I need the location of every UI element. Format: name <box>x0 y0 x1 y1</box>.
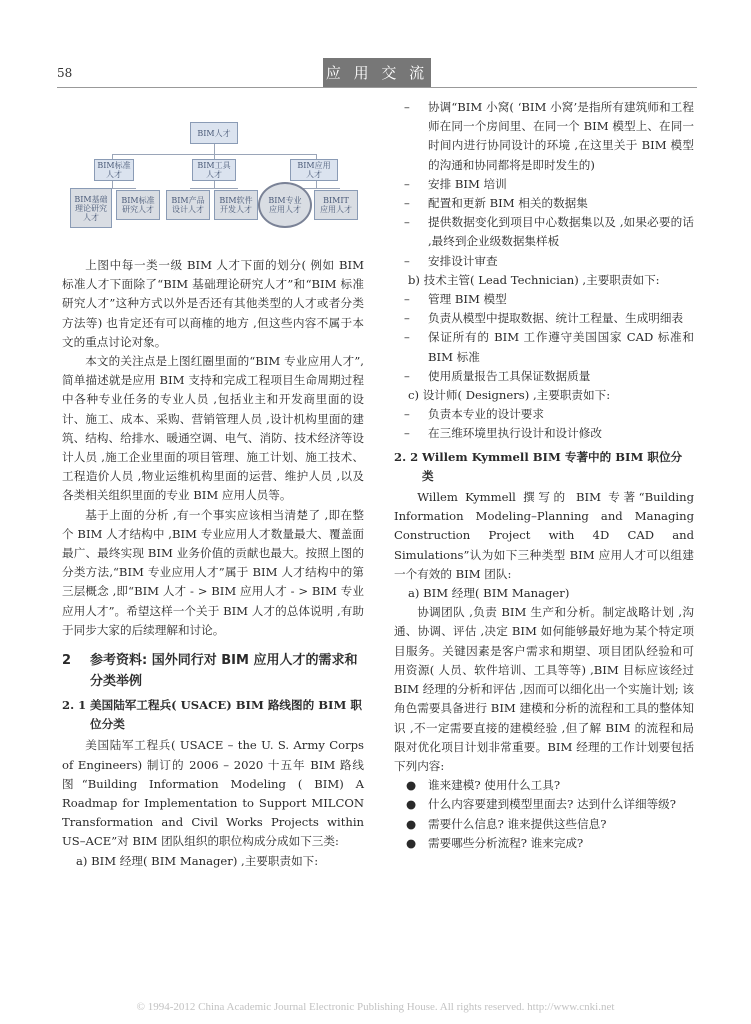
heading-text: 美国陆军工程兵( USACE) BIM 路线图的 BIM 职位分类 <box>90 698 362 732</box>
list-item: – 提供数据变化到项目中心数据集以及 ,如果必要的话 ,最终到企业级数据集样板 <box>404 215 694 249</box>
org-node-application: BIM应用 人才 <box>290 159 338 181</box>
bim-talent-org-chart <box>68 108 358 238</box>
org-node-standard-research: BIM标准 研究人才 <box>116 190 160 220</box>
list-item: – 安排 BIM 培训 <box>404 176 507 191</box>
org-node-tool: BIM工具 人才 <box>192 159 236 181</box>
section-heading-2-2 <box>394 448 694 486</box>
list-item: – 负责从模型中提取数据、统计工程量、生成明细表 <box>404 311 684 326</box>
list-item: – 保证所有的 BIM 工作遵守美国国家 CAD 标准和 BIM 标准 <box>404 330 694 364</box>
connector <box>214 180 215 188</box>
paragraph: Willem Kymmell 撰写的 BIM 专著“Building Information Modeling–Planning and Managing Construction Project with 4D CAD and Simulations”认为如下三种类型 BIM 应用人才可以组建一个有效的 BIM 团队: <box>394 490 694 581</box>
bullet-item: ● 需要什么信息? 谁来提供这些信息? <box>406 816 607 831</box>
paragraph: 基于上面的分析 ,有一个事实应该相当清楚了 ,即在整个 BIM 人才结构中 ,BIM 专业应用人才数量最大、覆盖面最广、最终实现 BIM 业务价值的贡献也最大。按照上图的分类方法,“BIM 专业应用人才”属于 BIM 人才结构中的第三层概念 ,即“BIM 人才 - > BIM 应用人才 - > BIM 专业应用人才”。希望这样一个关于 BIM 人才的总体说明 ,有助于同步大家的后续理解和讨论。 <box>62 507 364 637</box>
org-node-it-application: BIMIT 应用人才 <box>314 190 358 220</box>
org-node-root: BIM人才 <box>190 122 238 144</box>
page-number: 58 <box>57 66 73 80</box>
bullet-item: ● 需要哪些分析流程? 谁来完成? <box>406 835 584 850</box>
org-node-standard: BIM标准 人才 <box>94 159 134 181</box>
list-item: – 负责本专业的设计要求 <box>404 407 544 422</box>
header-rule <box>57 87 697 88</box>
org-node-theory: BIM基础 理论研究 人才 <box>70 188 112 228</box>
list-item: – 管理 BIM 模型 <box>404 292 507 307</box>
left-column <box>62 256 364 871</box>
list-item: – 安排设计审查 <box>404 253 498 268</box>
role-title: b) 技术主管( Lead Technician) ,主要职责如下: <box>408 272 660 287</box>
heading-number: 2 <box>62 653 72 669</box>
list-item: – 使用质量报告工具保证数据质量 <box>404 368 591 383</box>
section-heading-2 <box>62 650 364 692</box>
org-node-product-design: BIM产品 设计人才 <box>166 190 210 220</box>
connector <box>112 180 113 188</box>
heading-number: 2. 1 <box>62 698 87 713</box>
org-node-professional-application: BIM专业 应用人才 <box>258 182 312 228</box>
section-header: 应 用 交 流 <box>323 58 431 88</box>
bullet-item: ● 谁来建模? 使用什么工具? <box>406 778 561 793</box>
paragraph: 美国陆军工程兵( USACE – the U. S. Army Corps of Engineers) 制订的 2006 – 2020 十五年 BIM 路线图“Building Information Modeling ( BIM) A Roadmap for Implementation to Support MILCON Transformation and Civil Works Projects within US–ACE”对 BIM 团队组织的职位构成分成如下三类: <box>62 738 364 849</box>
role-title: a) BIM 经理( BIM Manager) ,主要职责如下: <box>76 853 319 868</box>
list-item: – 配置和更新 BIM 相关的数据集 <box>404 196 588 211</box>
paragraph: 上图中每一类一级 BIM 人才下面的划分( 例如 BIM 标准人才下面除了“BIM 基础理论研究人才”和“BIM 标准研究人才”这种方式以外是否还有其他类型的人才或者分类方法等) 也肯定还有可以商榷的地方 ,但这些内容不属于本文的重点讨论对象。 <box>62 258 364 349</box>
heading-number: 2. 2 <box>394 449 419 464</box>
role-title: a) BIM 经理( BIM Manager) <box>408 586 570 601</box>
heading-text: Willem Kymmell BIM 专著中的 BIM 职位分类 <box>422 449 683 483</box>
copyright-footer: © 1994-2012 China Academic Journal Electronic Publishing House. All rights reserved. http://www.cnki.net <box>136 1001 615 1013</box>
list-item: – 在三维环境里执行设计和设计修改 <box>404 426 602 441</box>
section-heading-2-1 <box>62 696 364 734</box>
connector <box>316 180 317 188</box>
connector <box>214 144 215 154</box>
bullet-item: ● 什么内容要建到模型里面去? 达到什么详细等级? <box>406 797 676 812</box>
role-title: c) 设计师( Designers) ,主要职责如下: <box>408 388 611 403</box>
heading-text: 参考资料: 国外同行对 BIM 应用人才的需求和分类举例 <box>90 653 358 690</box>
right-column <box>394 98 694 853</box>
list-item: – 协调“BIM 小窝( ‘BIM 小窝’是指所有建筑师和工程师在同一个房间里、在同一个 BIM 模型上、在同一时间内进行协同设计的环境 ,在这里关于 BIM 模型的沟通和协同都将是即时发生的) <box>404 100 694 172</box>
paragraph: 协调团队 ,负责 BIM 生产和分析。制定战略计划 ,沟通、协调、评估 ,决定 BIM 如何能够最好地为某个特定项目服务。关键因素是客户需求和期望、项目团队经验和可用资源( 人员、软件培训、工具等等) ,BIM 目标应该经过 BIM 经理的分析和评估 ,因而可以细化出一个实施计划; 该角色需要具备进行 BIM 建模和分析的流程和工具的整体知识 ,不一定需要直接的建模经验 ,但了解 BIM 的流程和局限对优化项目计划非常重要。BIM 经理的工作计划要包括下列内容: <box>394 605 694 773</box>
paragraph: 本文的关注点是上图红圈里面的“BIM 专业应用人才”,简单描述就是应用 BIM 支持和完成工程项目生命周期过程中各种专业任务的专业人员 ,包括业主和开发商里面的设计、施工、成本、采购、营销管理人员 ,设计机构里面的建筑、结构、给排水、暖通空调、电气、消防、技术经济等设计人员 ,施工企业里面的项目管理、施工计划、施工技术、工程造价人员 ,物业运维机构里面的运营、维护人员 ,以及各类相关组织里面的专业 BIM 应用人员等。 <box>62 354 364 503</box>
connector <box>190 188 238 189</box>
org-node-software-dev: BIM软件 开发人才 <box>214 190 258 220</box>
